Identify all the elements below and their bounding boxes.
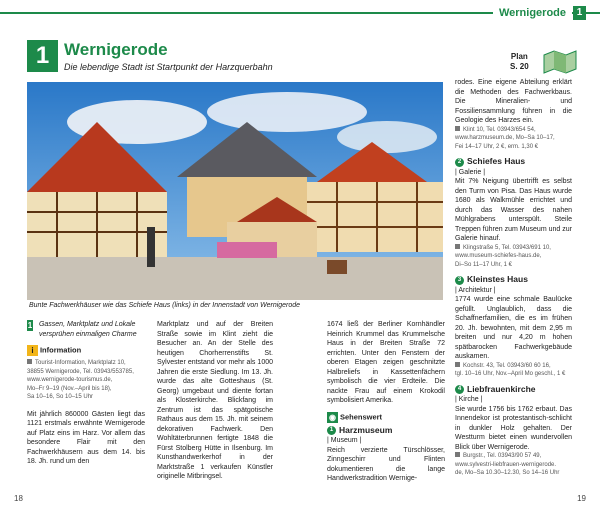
info-line: Klint 10, Tel. 03943/654 54, — [463, 126, 536, 133]
col1-body: Mit jährlich 860000 Gästen liegt das 1121 erstmals erwähnte Wernigerode auf Platz eins im Harz. Vor allem das besondere Flair mit den Fachwerkhäusern aus dem 14. bis 18. Jh. rund um den — [27, 410, 145, 465]
info-line: Klingstraße 5, Tel. 03943/691 10, — [463, 244, 551, 251]
sight-number: 2 — [455, 158, 464, 167]
tip-text: Gassen, Marktplatz und Lokale versprühen einmaligen Charme — [38, 321, 137, 338]
page-title: Wernigerode — [64, 40, 168, 59]
plan-reference — [510, 52, 529, 72]
photo-caption: Bunte Fachwerkhäuser wie das Schiefe Haus (links) in der Innenstadt von Wernigerode — [29, 302, 301, 309]
town-photo — [27, 82, 443, 300]
info-line: de, Mo–Sa 10.30–12.30, So 14–16 Uhr — [455, 470, 560, 476]
sight-3 — [455, 275, 572, 379]
info-line: Di–So 11–17 Uhr, 1 € — [455, 261, 512, 268]
bullet-square-icon — [27, 359, 32, 364]
sight-text: Sie wurde 1756 bis 1762 erbaut. Das Innendekor ist protestantisch-schlicht in dunkler Holz gehalten. Der Westturm bietet einen wundervollen Blick über Wernigerode. — [455, 405, 572, 451]
info-line: tgl. 10–16 Uhr, Nov.–April Mo geschl., 1 € — [455, 371, 566, 377]
sight-type: | Galerie | — [455, 168, 486, 176]
chapter-number: 1 — [573, 6, 586, 20]
info-link[interactable]: www.wernigerode-tourismus.de, — [27, 377, 113, 383]
sight-type: | Museum | — [327, 437, 362, 444]
sight-number: 1 — [327, 426, 336, 435]
sight-4-info — [455, 452, 572, 478]
col2-body: Marktplatz und auf der Breiten Straße sowie im Klint zieht die Besucher an. An der Stelle des heutigen Chorherrenstifts St. Sylvester entstand vor mehr als 1000 Jahren die erste Siedlung. Im 13. Jh. wurde das alte Gotteshaus (St. Georg) umgebaut und diente fortan als Klosterkirche. Blickfang im Zentrum ist das spätgotische Rathaus aus dem 15. Jh. mit seinem dekorativen Fachwerk. Den Wohltäterbrunnen fertigte 1848 die Fürst Stolberg Hütte in Ilsenburg. Im Kunsthandwerkerhof in der Marktstraße 1 verkaufen Künstler originelle Mitbringsel. — [157, 321, 273, 480]
info-details — [27, 359, 145, 402]
star-icon: 1 — [27, 321, 33, 330]
bullet-square-icon — [455, 126, 460, 131]
sight-text: Mit 7% Neigung übertrifft es selbst den Turm von Pisa. Das Haus wurde 1680 als Walkmühle errichtet und durch das Wasser des nahen Mühlgrabens unterspült. Steile Treppen führen zum Museum und zur Galerie hinauf. — [455, 178, 572, 242]
sight-number: 3 — [455, 276, 464, 285]
sight-name: Kleinstes Haus — [467, 274, 528, 284]
third-column — [327, 320, 445, 484]
tip-box — [27, 320, 145, 339]
sight-1 — [327, 426, 445, 484]
sight-text: 1774 wurde eine schmale Baulücke gefüllt. Unglaublich, dass die Schaffnerfamilien, die es im frühen 20. Jh. bewohnten, mit dem 2,95 m breiten und nur 4,20 m hohen spätbarocken Fachwerkgebäude auskamen. — [455, 296, 572, 360]
col3-body: 1674 ließ der Berliner Kornhändler Heinrich Krummel das Krummelsche Haus in der Breiten Straße 72 errichten. Unter den Fenstern der oberen Etagen zeigen geschnitzte Halbreliefs in Kassettenfächern symbolisch die vier Erdteile. Die nackte Frau auf einem Krokodil symbolisiert Amerika. — [327, 321, 445, 404]
plan-page: S. 20 — [510, 62, 529, 71]
sight-text: Reich verzierte Türschlösser, Zinngeschirr und Flinten dokumentieren die lange Handwerkstradition Wernige- — [327, 446, 445, 482]
info-line: 38855 Wernigerode, Tel. 03943/553785, — [27, 368, 134, 375]
eye-icon: ◉ — [327, 412, 338, 423]
chapter-title: Wernigerode — [493, 6, 572, 21]
info-line: Sa 10–16, So 10–15 Uhr — [27, 394, 94, 400]
info-line: Fei 14–17 Uhr, 2 €, erm. 1,30 € — [455, 143, 539, 150]
sights-title: Sehenswert — [339, 411, 383, 421]
sight-name: Schiefes Haus — [467, 156, 526, 166]
info-icon: i — [27, 345, 38, 356]
info-link[interactable]: www.harzmuseum.de, Mo–Sa 10–17, — [455, 135, 555, 141]
sight-4 — [455, 385, 572, 478]
info-title: Information — [39, 345, 82, 355]
sight-number: 4 — [455, 385, 464, 394]
bullet-square-icon — [455, 362, 460, 367]
info-link[interactable]: www.sylvestri-liebfrauen-wernigerode. — [455, 461, 557, 468]
section-number: 1 — [27, 40, 58, 72]
info-box — [27, 345, 145, 402]
sights-heading — [327, 412, 445, 423]
sight-2-info — [455, 244, 572, 270]
map-icon — [542, 47, 578, 75]
sight-3-info — [455, 362, 572, 379]
sight-1-info — [455, 126, 572, 152]
sight-name: Liebfrauenkirche — [467, 383, 536, 394]
info-line: Burgstr., Tel. 03943/90 57 49, — [463, 453, 542, 459]
info-line: Kochstr. 43, Tel. 03943/60 60 16, — [463, 362, 551, 369]
page-number-right: 19 — [577, 494, 586, 503]
bullet-square-icon — [455, 244, 460, 249]
info-line: Mo–Fr 9–19 (Nov.–April bis 18), — [27, 385, 112, 392]
chapter-bar — [0, 0, 600, 30]
page-subtitle: Die lebendige Stadt ist Startpunkt der Harzquerbahn — [64, 62, 273, 72]
plan-label: Plan — [510, 52, 528, 61]
sight-2 — [455, 157, 572, 269]
left-column — [27, 320, 145, 467]
sight-type: | Architektur | — [455, 286, 496, 294]
info-link[interactable]: www.museum-schiefes-haus.de, — [455, 253, 542, 259]
sight-1-continued: rodes. Eine eigene Abteilung erklärt die Methoden des Fachwerkbaus. Die Mineralien- und Fossiliensammlung führen in die Geologie des Harzes ein. — [455, 79, 572, 124]
bullet-square-icon — [455, 452, 460, 457]
info-line: Tourist-Information, Marktplatz 10, — [35, 360, 126, 366]
sight-type: | Kirche | — [455, 396, 483, 403]
page-number-left: 18 — [14, 494, 23, 503]
right-column — [455, 78, 572, 478]
sight-name: Harzmuseum — [339, 424, 393, 435]
